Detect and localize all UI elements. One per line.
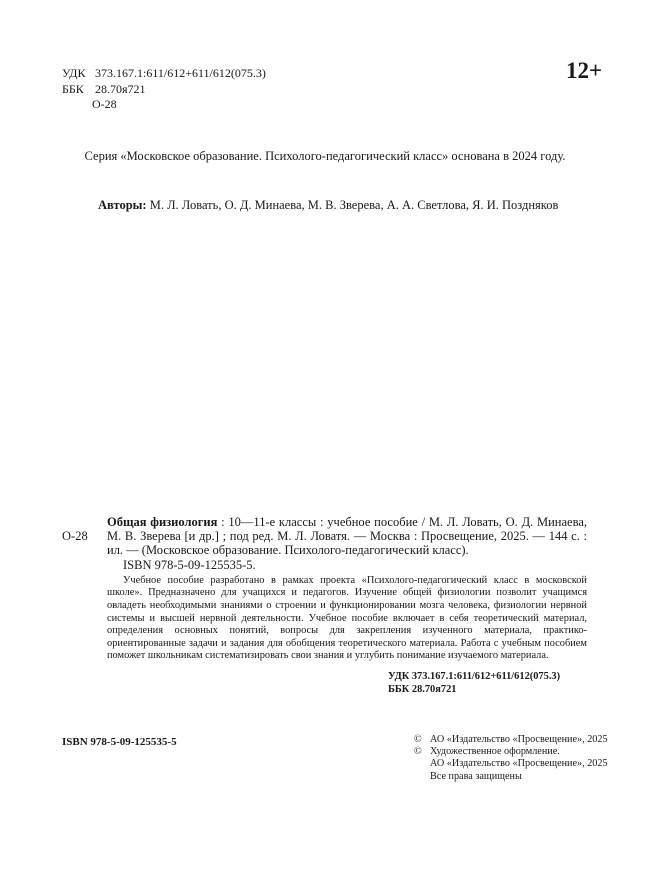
- copyright-icon: ©: [414, 734, 422, 745]
- bibliographic-record: [62, 515, 587, 696]
- bbk-label: ББК: [62, 81, 84, 96]
- author-mark: О-28: [92, 97, 117, 111]
- series-note: Серия «Московское образование. Психолого-педагогический класс» основана в 2024 году.: [84, 149, 566, 163]
- authors-label: Авторы:: [98, 198, 147, 212]
- classification-block: [62, 66, 266, 113]
- bbk-value: 28.70я721: [95, 81, 146, 96]
- copyright-line-2: Художественное оформление.: [430, 746, 560, 758]
- copyright-block: [414, 734, 608, 783]
- book-title: Общая физиология: [107, 515, 218, 529]
- copyright-line-1: АО «Издательство «Просвещение», 2025: [430, 734, 608, 745]
- record-author-mark: О-28: [62, 529, 88, 544]
- isbn-footer: ISBN 978-5-09-125535-5: [62, 736, 177, 748]
- authors-line: [98, 198, 558, 213]
- bibliographic-description: [62, 515, 587, 558]
- record-bbk: ББК 28.70я721: [388, 683, 457, 695]
- copyright-line-3: АО «Издательство «Просвещение», 2025: [430, 758, 608, 770]
- record-isbn: ISBN 978-5-09-125535-5.: [123, 557, 256, 572]
- udk-value: 373.167.1:611/612+611/612(075.3): [95, 66, 266, 80]
- copyright-icon: ©: [414, 746, 422, 758]
- book-description: : 10—11-е классы : учебное пособие / М. Л. Ловать, О. Д. Минаева, М. В. Зверева [и др.] ; под ред. М. Л. Ловатя. — Москва : Просвещение, 2025. — 144 с. : ил. — (Московское образование. Психолого-педагогический класс).: [107, 515, 587, 558]
- annotation: Учебное пособие разработано в рамках проекта «Психолого-педагогический класс в московской школе». Предназначено для учащихся и педагогов. Изучение общей физиологии позволит учащимся овладеть необходимыми знаниями о строении и функционировании мозга человека, физиологии нервной системы и высшей нервной деятельности. Учебное пособие включает в себя теоретический материал, определения основных понятий, вопросы для закрепления изученного материала, практико-ориентированные задачи и задания для обобщения теоретического материала. Работа с учебным пособием поможет школьникам систематизировать свои знания и углубить понимание изучаемого материала.: [107, 574, 587, 662]
- record-classification: [388, 671, 587, 696]
- copyright-line-4: Все права защищены: [430, 770, 522, 782]
- udk-label: УДК: [62, 66, 86, 80]
- record-udk: УДК 373.167.1:611/612+611/612(075.3): [388, 670, 561, 682]
- authors-names: М. Л. Ловать, О. Д. Минаева, М. В. Зверева, А. А. Светлова, Я. И. Поздняков: [149, 198, 559, 212]
- age-rating: 12+: [566, 58, 603, 83]
